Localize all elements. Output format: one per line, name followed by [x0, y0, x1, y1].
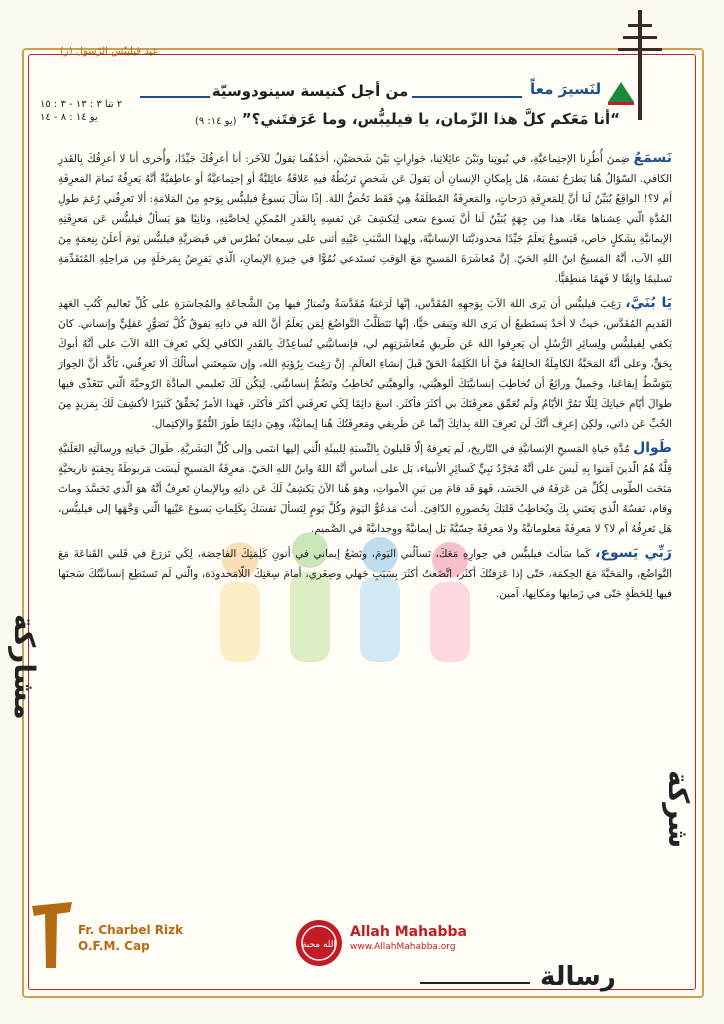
feast-label: عيد فيليبّس الرّسول (ر)	[60, 46, 159, 57]
section-3	[58, 438, 672, 539]
side-word-communion: شركة	[662, 770, 695, 849]
logo-text: الله محبة	[301, 940, 337, 950]
reading-date-2: يو ١٤ : ٨ - ١٤	[40, 112, 98, 123]
author-line-2: O.F.M. Cap	[78, 939, 150, 953]
author-block	[30, 900, 184, 980]
tau-cross-icon	[30, 900, 74, 970]
body-text	[58, 148, 672, 608]
side-word-mission: رسالة	[540, 962, 616, 992]
section-2-lead: يَا بُنَيَّ،	[625, 295, 673, 311]
section-2-text: رَغِبَ فيليبُّس أن يَرى اللهَ الآبَ بِوَجهِهِ المُقَدَّس، إنَّها لَرَغبَةٌ مُقَدَّسَةٌ وتُمتازُ فيها مِنَ الشَّجاعَةِ والمُجاسَرَةِ على كُلِّ تَعاليمِ كُتُبِ العَهدِ القَديمِ المُقَدَّس، حَيثُ لا أحَدٌ يَستَطيعُ أن يَرى اللهَ ويَبقى حَيًّا، إنَّها تَتَطَلَّبُ التَّواضُعَ لِمَن يَعلَمُ أنَّ اللهَ في ذاتِهِ يَفوقُ كُلَّ تَصَوُّرٍ عَقلِيٍّ وإنساني. كانَ يَكفي لِفيليبُّس ولِسائِرِ الرُّسُلِ أن يَعرِفوا اللهَ عَن طَريقِ مُعاشَرَتِهِم لي، فإنسانيَّتي تُساعِدُكَ بِالقَدرِ الكافي لِكَي تَعرِفَ اللهَ الآبَ على أنَّهُ أبوكَ بِحَقٍّ، وعلى أنَّهُ المَحَبَّةُ الكامِلَةُ الخالِقَةُ فيَّ أنا الكَلِمَةُ الحَقّ قَبلَ إنشاءِ العالَمِ. إنَّ رَغِبتَ بِرُؤيَةِ الله، وإن سَمِعتَني أسألُكَ ألا تَعرِفُني، تَأكَّد أنَّ الحِوارَ يَتَوَسَّطُ إيقاعَنا، وجَميلٌ ورائِعٌ أن تُخاطِبَ إنسانيَّتَكَ ألوهيَّتي، وألوهيَّتي تُخاطِبُ وتَضُمُّ إنسانيَّتي. لِيَكُن لَكَ تَعليمي المادَّةَ الرّوحيَّةَ الّتي تَتَغَذّى فيها طوالَ أيّامِ حَياتِكَ لِئَلّا تَمُرَّ الأيّامُ ولَم تُعَمِّق مَعرِفَتَكَ بي أكثَرَ فأكثَر. اسعَ دائِمًا لِكَي تَعرِفَني أكثَرَ فأكثَر، فَهذا الأمرُ يُحَقِّقُ كَثيرًا لأكشِفَ لَكَ بِمَزيدٍ مِنَ الحُبِّ عَن ذاتي، ولكِن إعرِف أنَّكَ لَن تَعرِفَ اللهَ بِذاتِكَ إنَّما عَن طَريقي ومَعرِفَتُكَ هُنا إيمانيَّةٌ، وهِيَ دائِمًا طَورَ النُّمُوِّ والإكتِمال.	[58, 298, 672, 430]
org-url[interactable]: www.AllahMahabba.org	[350, 942, 456, 952]
section-3-text: مُدَّةِ حَياةِ المَسيحِ الإنسانيَّةِ في التّاريخ، لَم يَعرِفهُ إلّا قَليلونَ بِالنِّسبَةِ لِلبيئَةِ الّتي إليها انتَمى وإلى كُلِّ البَشَريَّةِ. طَوالَ حَياتِهِ ورِسالَتِهِ العَلَنيَّةِ قِلَّةٌ هُمُ الّذينَ آمَنوا بِهِ لَيسَ على أنَّهُ مُجَرَّدُ نَبِيٍّ كَسائِرِ الأنبياء، بَل على أساسِ أنَّهُ اللهُ وابنُ اللهِ الحَيّ. مَعرِفَةُ المَسيحِ لَيسَت مَربوطَةً بِحِقبَةٍ تاريخيَّةٍ مَنَحَت الطّوبى لِكُلِّ مَن عَرَفَهُ في الجَسَد، فَهوَ قَد قامَ مِن بَينِ الأمواتِ، وهوَ هُنا الآنَ يَكشِفُ لَكَ عَن ذاتِهِ وبِالإيمانِ تَعرِفُ أنَّهُ هوَ الّذي تَجَسَّدَ وماتَ وقام، نَفسُهُ الّذي يَعتَني بِكَ ويُخاطِبُ قَلبَكَ بِحُضورِهِ الدّافِئ. أنتَ مَدعُوٌّ اليَومَ وكُلَّ يَومٍ لِتَسألَ نَفسَكَ بِكَلِماتِ يَسوعَ عَيْنِها الّتي وَجَّهَها إلى فيليبُّس، هَل تَعرِفُهُ أم لا؟ لا مَعرِفَةً مَعلوماتيَّةً ولا مَعرِفَةً حِسّيَّةً بَل إيمانيَّةً ووِجدانيَّةً في الصَّميم.	[58, 443, 672, 535]
allah-mahabba-logo-icon	[294, 918, 344, 968]
section-4	[58, 543, 672, 604]
bottom-divider	[420, 982, 530, 984]
reading-date-1: ٢ تنا ٣ : ١٣ - ٣ : ١٥	[40, 99, 123, 110]
section-4-lead: رَبِّي يَسوع،	[595, 545, 672, 561]
section-4-text: كَما سَألتَ فيليبُّس في حِوارِهِ مَعَكَ، تَسألُني اليَومَ، وتَضَعُ إيماني في أتونِ كَلِمَتِكَ الفاحِصَة، لِكَي تَزرَعَ في قَلبي القَناعَةَ مَعَ التَّواضُع، والمَحَبَّةَ مَعَ الحِكمَة، حَتّى إذا عَرَفتُكَ أكثَر، اتَّضَعتُ أكثَرَ بِسَبَبِ جَهلي وصِغَري، أمامَ سِعَتِكَ اللّامَحدودَة، والّتي لَم تَستَطِع إنسانيَّتُكَ سَجنَها فيها لِلحَظَةٍ حَتّى في زَمانِها ومَكانِها، آمين.	[58, 548, 672, 600]
org-block	[294, 918, 494, 968]
section-3-lead: طَوال	[633, 440, 672, 456]
author-line-1: Fr. Charbel Rizk	[78, 923, 184, 937]
page-subtitle: من أجل كنيسة سينودوسيّة	[211, 82, 409, 100]
quote-text: “أنا مَعَكم كلَّ هذا الزّمان، يا فيليبُّس، وما عَرَفتَني؟”	[241, 110, 620, 128]
quote-reference: (يو ١٤: ٩)	[194, 116, 237, 127]
side-word-participation: مشاركة	[8, 614, 41, 720]
section-1	[58, 148, 672, 289]
cedar-icon	[608, 82, 634, 106]
section-2	[58, 293, 672, 434]
org-title: Allah Mahabba	[350, 924, 468, 940]
author-name	[78, 922, 183, 954]
gospel-quote	[190, 110, 620, 128]
reading-dates	[40, 98, 190, 124]
brand-title: لنَسيرَ معاً	[530, 80, 602, 98]
brand-underline	[412, 96, 522, 98]
section-1-text: ضِمنَ أُطُرِنا الإجتِماعيَّةِ، في بُيوتِنا وبَيْنَ عائِلاتِنا، جَوارِاتٍ بَيْنَ شَخصَيْنِ، أحَدُهُما يَقولُ للآخَر: أنا أعرِفُكَ جَيِّدًا، وأُخرى أنا لا أعرِفُكَ بِالقَدرِ الكافي. السّؤالُ هُنا يَطرَحُ نَفسَهُ، هَل بِإمكانِ الإنسانِ أن يَقولَ عَن شَخصٍ تَربُطُهُ فيهِ عَلاقَةٌ عائِليَّةٌ أو إجتِماعيَّةٌ أو عاطِفيَّةٌ أنَّهُ يَعرِفُهُ تَمامَ المَعرِفَةِ أم لا؟! الواقِعُ يُبَيِّنُ لَنا أنَّ لِلمَعرِفَةِ دَرَجاتٍ، والمَعرِفَةُ المُطلَقَةُ هِيَ فَقَط تَخُصُّ اللهَ. إذًا سَألَ يَسوعُ فيليبُّس بِوَجهٍ مِنَ المَلامَةِ: ألا تَعرِفُني رُغمَ طولِ المُدَّةِ الّتي عِشناها مَعًا، هذا مِن جِهَةٍ يُبَيِّنُ لَنا أنَّ يَسوع سَعى لِيَكشِفَ عَن نَفسِهِ بِالقَدرِ المُمكِنِ لِخاصَّتِهِ، وثانِيًا هوَ يَسألُ فيليبُّس عَن مَعرِفَتِهِ الإيمانيَّةِ بِشَكلٍ خاص، فَيَسوعُ يَعلَمُ جَيِّدًا مَحدوديَّتَنا الإنسانيَّةَ، ولِهذا السَّبَبِ عَيْنِهِ أثنى على سِمعانَ بُطرُس في قَيصَريَّةِ فيليبُّس يَومَ أعلَنَ بِنِعمَةٍ مِنَ اللهِ الآب، أنَّهُ المَسيحُ ابنُ اللهِ الحَيّ. إنَّ مُعاشَرَةَ المَسيحِ مَعَ الوَقتِ تَستَدعي نُمُوًّا في خِبرَةِ الإيمانِ، الّذي يَفرِضُ بِمَرحَلَةٍ مِن مَراحِلِهِ المُتَقَدِّمَةِ تَسليمًا واثِقًا لا فَهمًا مَنطِقيًّا.	[58, 153, 672, 285]
section-1-lead: نَسمَعُ	[633, 150, 672, 166]
